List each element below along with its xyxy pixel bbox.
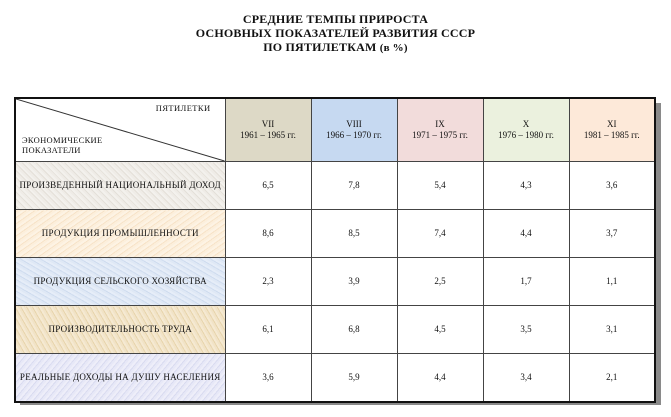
value-cell: 3,6 (569, 162, 655, 210)
period-years: 1976 – 1980 гг. (498, 130, 554, 140)
period-years: 1981 – 1985 гг. (583, 130, 640, 140)
value-cell: 1,1 (569, 258, 655, 306)
value-cell: 6,8 (311, 306, 397, 354)
period-header-0 (225, 98, 311, 162)
period-header-2 (397, 98, 483, 162)
table-row (15, 306, 655, 354)
value-cell: 3,6 (225, 354, 311, 403)
table-row (15, 210, 655, 258)
growth-rates-table (14, 97, 656, 403)
title-line-3-main: ПО ПЯТИЛЕТКАМ (263, 40, 377, 54)
period-years: 1961 – 1965 гг. (240, 130, 296, 140)
period-years: 1971 – 1975 гг. (412, 130, 468, 140)
value-cell: 2,1 (569, 354, 655, 403)
value-cell: 3,1 (569, 306, 655, 354)
row-label: ПРОДУКЦИЯ ПРОМЫШЛЕННОСТИ (15, 210, 225, 258)
rows-axis-label: ЭКОНОМИЧЕСКИЕ ПОКАЗАТЕЛИ (22, 135, 103, 155)
value-cell: 4,4 (397, 354, 483, 403)
row-label: ПРОДУКЦИЯ СЕЛЬСКОГО ХОЗЯЙСТВА (15, 258, 225, 306)
value-cell: 3,4 (483, 354, 569, 403)
period-roman: X (522, 119, 530, 129)
value-cell: 8,6 (225, 210, 311, 258)
title-unit: (в %) (379, 42, 408, 54)
value-cell: 8,5 (311, 210, 397, 258)
period-header-3 (483, 98, 569, 162)
value-cell: 3,7 (569, 210, 655, 258)
table-row (15, 354, 655, 403)
period-header-1 (311, 98, 397, 162)
value-cell: 6,1 (225, 306, 311, 354)
corner-cell (15, 98, 225, 162)
value-cell: 4,5 (397, 306, 483, 354)
value-cell: 5,4 (397, 162, 483, 210)
value-cell: 4,4 (483, 210, 569, 258)
document-title (0, 12, 671, 55)
row-label: РЕАЛЬНЫЕ ДОХОДЫ НА ДУШУ НАСЕЛЕНИЯ (15, 354, 225, 403)
period-roman: XI (607, 119, 617, 129)
title-line-2: ОСНОВНЫХ ПОКАЗАТЕЛЕЙ РАЗВИТИЯ СССР (195, 26, 476, 40)
row-label: ПРОИЗВЕДЕННЫЙ НАЦИОНАЛЬНЫЙ ДОХОД (15, 162, 225, 210)
value-cell: 3,9 (311, 258, 397, 306)
row-label: ПРОИЗВОДИТЕЛЬНОСТЬ ТРУДА (15, 306, 225, 354)
title-line-1: СРЕДНИЕ ТЕМПЫ ПРИРОСТА (242, 12, 429, 26)
period-header-4 (569, 98, 655, 162)
value-cell: 7,4 (397, 210, 483, 258)
period-roman: VIII (346, 119, 362, 129)
title-line-3 (0, 40, 671, 55)
value-cell: 1,7 (483, 258, 569, 306)
value-cell: 2,5 (397, 258, 483, 306)
value-cell: 6,5 (225, 162, 311, 210)
value-cell: 5,9 (311, 354, 397, 403)
value-cell: 4,3 (483, 162, 569, 210)
value-cell: 7,8 (311, 162, 397, 210)
period-roman: VII (261, 119, 275, 129)
value-cell: 3,5 (483, 306, 569, 354)
value-cell: 2,3 (225, 258, 311, 306)
columns-axis-label: ПЯТИЛЕТКИ (155, 103, 211, 113)
header-row (15, 98, 655, 162)
table-row (15, 258, 655, 306)
period-roman: IX (435, 119, 445, 129)
period-years: 1966 – 1970 гг. (326, 130, 382, 140)
table-row (15, 162, 655, 210)
